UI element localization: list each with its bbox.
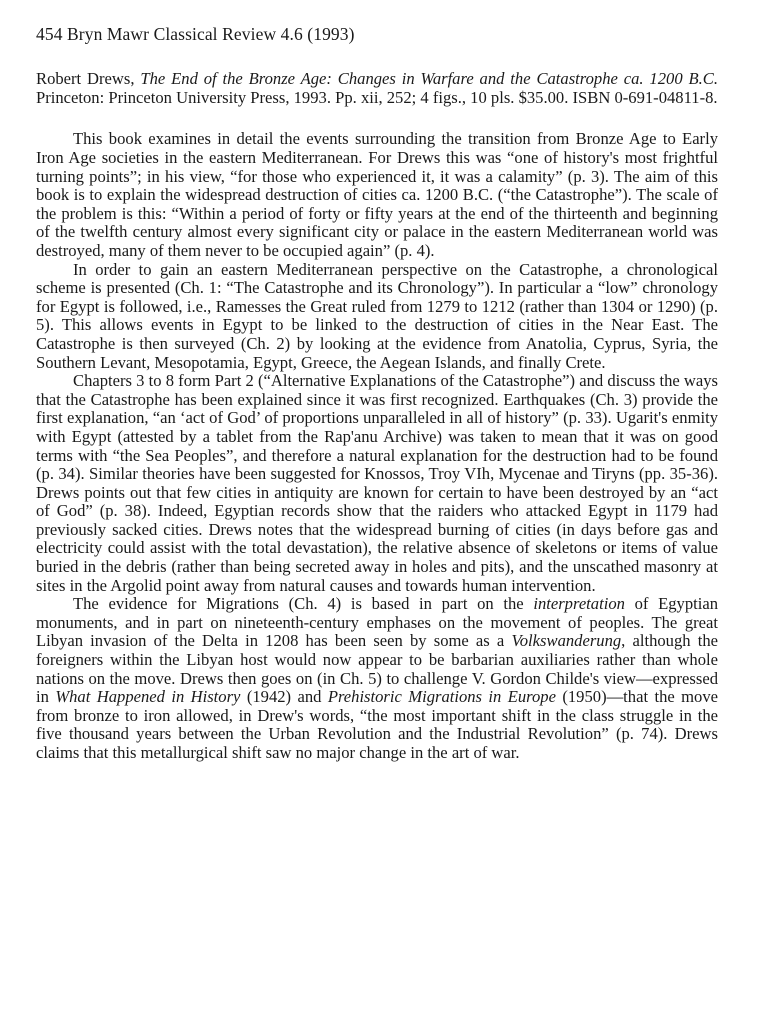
review-body	[36, 130, 718, 762]
citation-author: Robert Drews,	[36, 69, 141, 88]
citation-title: The End of the Bronze Age: Changes in Warfare and the Catastrophe ca. 1200 B.C.	[140, 69, 718, 88]
p4-text-e: (1950)—that the move from bronze to iron allowed, in Drew's words, “the most important shift in the class struggle in the five thousand years between the Urban Revolution and the Industrial Revolution” (p. 74). Drews claims that this metallurgical shift saw no major change in the art of war.	[36, 687, 718, 762]
p4-italic-what-happened: What Happened in History	[55, 687, 241, 707]
paragraph-2: In order to gain an eastern Mediterranean perspective on the Catastrophe, a chronological scheme is presented (Ch. 1: “The Catastrophe and its Chronology”). In particular a “low” chronology for Egypt is followed, i.e., Ramesses the Great ruled from 1279 to 1212 (rather than 1304 or 1290) (p. 5). This allows events in Egypt to be linked to the destruction of cities in the Near East. The Catastrophe is then surveyed (Ch. 2) by looking at the evidence from Anatolia, Cyprus, Syria, the Southern Levant, Mesopotamia, Egypt, Greece, the Aegean Islands, and finally Crete.	[36, 259, 718, 372]
paragraph-3: Chapters 3 to 8 form Part 2 (“Alternative Explanations of the Catastrophe”) and discuss the ways that the Catastrophe has been explained since it was first recognized. Earthquakes (Ch. 3) provide the first explanation, “an ‘act of God’ of proportions unparalleled in all of history” (p. 33). Ugarit's enmity with Egypt (attested by a tablet from the Rap'anu Archive) was taken to mean that it was on good terms with “the Sea Peoples”, and therefore a natural explanation for the destruction had to be found (p. 34). Similar theories have been suggested for Knossos, Troy VIh, Mycenae and Tiryns (pp. 35-36). Drews points out that few cities in antiquity are known for certain to have been destroyed by an “act of God” (p. 38). Indeed, Egyptian records show that the raiders who attacked Egypt in 1179 had previously sacked cities. Drews notes that the widespread burning of cities (in days before gas and electricity could assist with the total devastation), the relative absence of skeletons or items of value buried in the debris (rather than being secreted away in holes and pits), and the unscathed masonry at sites in the Argolid point away from natural causes and towards human intervention.	[36, 371, 718, 595]
running-header: 454 Bryn Mawr Classical Review 4.6 (1993)	[36, 24, 355, 44]
review-page	[36, 22, 718, 763]
book-citation	[36, 70, 718, 107]
p4-italic-interpretation: interpretation	[533, 594, 625, 614]
paragraph-1: This book examines in detail the events surrounding the transition from Bronze Age to Early Iron Age societies in the eastern Mediterranean. For Drews this was “one of history's most frightful turning points”; in his view, “for those who experienced it, it was a calamity” (p. 3). The aim of this book is to explain the widespread destruction of cities ca. 1200 B.C. (“the Catastrophe”). The scale of the problem is this: “Within a period of forty or fifty years at the end of the thirteenth and beginning of the twelfth century almost every significant city or palace in the eastern Mediterranean world was destroyed, many of them never to be occupied again” (p. 4).	[36, 129, 718, 260]
p4-text-b: of Egyptian monuments, and in part on nineteenth-century emphases on the movement of peoples. The great Libyan invasion of the Delta in 1208 has been seen by some as a	[36, 594, 719, 651]
p4-text-a: The evidence for Migrations (Ch. 4) is based in part on the	[73, 594, 534, 614]
p4-italic-prehistoric-migrations: Prehistoric Migrations in Europe	[327, 687, 556, 707]
citation-publication: Princeton: Princeton University Press, 1993. Pp. xii, 252; 4 figs., 10 pls. $35.00. ISBN 0-691-04811-8.	[36, 87, 718, 107]
p4-text-d: (1942) and	[240, 687, 328, 707]
p4-italic-volkswanderung: Volkswanderung	[511, 631, 622, 651]
p4-text-c: , although the foreigners within the Libyan host would now appear to be barbarian auxiliaries rather than whole nations on the move. Drews then goes on (in Ch. 5) to challenge V. Gordon Childe's view—expressed in	[36, 631, 719, 707]
paragraph-4	[36, 595, 718, 762]
